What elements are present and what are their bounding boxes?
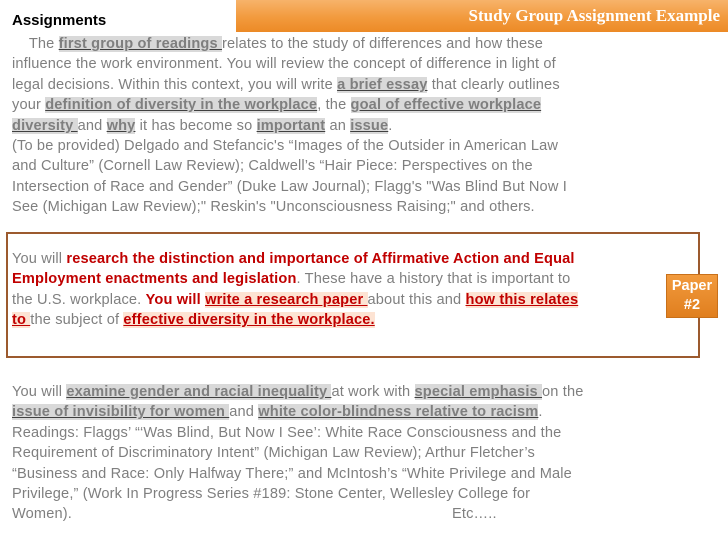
invisibility-for-women: issue of invisibility for women [12, 404, 230, 421]
s2-line-2 [12, 269, 652, 289]
section-first-readings [12, 34, 652, 218]
slide-title: Study Group Assignment Example [468, 6, 720, 25]
title-banner [236, 0, 728, 32]
s1-l5-b: and [77, 117, 107, 134]
s3-line-3: Readings: Flaggs’ “‘Was Blind, But Now I See’: White Race Consciousness and the [12, 424, 562, 441]
s3-line-5: “Business and Race: Only Halfway There;” and McIntosh’s “White Privilege and Male [12, 465, 572, 482]
first-group-of-readings: first group of readings [58, 36, 222, 52]
s1-line-6: (To be provided) Delgado and Stefancic's “Images of the Outsider in American Law [12, 138, 559, 155]
s3-line-7 [12, 504, 652, 524]
s1-l4-c: , the [317, 97, 351, 114]
s1-line-4 [12, 95, 652, 115]
s2-line-3 [12, 290, 652, 310]
s1-line-8: Intersection of Race and Gender” (Duke Law Journal); Flagg's "Was Blind But Now I [12, 178, 567, 195]
s3-l1-e: on the [542, 384, 584, 400]
examine-inequality: examine gender and racial inequality [66, 384, 332, 400]
s2-l1-a: You will [12, 251, 67, 267]
s1-l1-a: The [28, 36, 59, 52]
s3-line-2 [12, 402, 652, 422]
research-distinction: research the distinction and importance of Affirmative Action and Equal [66, 251, 575, 267]
definition-of-diversity: definition of diversity in the workplace [45, 97, 318, 114]
s2-l3-b: You will [145, 291, 206, 308]
s1-line-2: influence the work environment. You will review the concept of difference in light of [12, 56, 556, 73]
s2-line-1 [12, 249, 652, 269]
s3-l1-c: at work with [331, 384, 415, 400]
s1-l4-a: your [12, 97, 46, 114]
section-affirmative-action [12, 249, 652, 331]
why-word: why [106, 117, 136, 134]
badge-line-1: Paper [671, 278, 713, 294]
s1-line-1 [12, 34, 652, 54]
s1-line-3 [12, 75, 652, 95]
s3-l2-d: . [538, 404, 543, 421]
employment-enactments: Employment enactments and legislation [12, 271, 297, 288]
to-word: to [12, 312, 31, 329]
etc-text: Etc….. [452, 506, 497, 523]
s3-line-4: Requirement of Discriminatory Intent” (Michigan Law Review); Arthur Fletcher’s [12, 445, 535, 462]
assignments-label: Assignments [12, 12, 107, 29]
s2-l4-b: the subject of [30, 312, 124, 329]
issue-word: issue [350, 117, 389, 134]
s3-l1-a: You will [12, 384, 67, 400]
s3-line-1 [12, 382, 652, 402]
how-this-relates: how this relates [465, 291, 579, 308]
s3-l2-b: and [229, 404, 259, 421]
s1-line-5 [12, 116, 652, 136]
section-gender-racial [12, 382, 652, 525]
effective-diversity: effective diversity in the workplace. [123, 312, 375, 329]
important-word: important [256, 117, 326, 134]
badge-line-2: #2 [683, 297, 701, 313]
s1-l1-c: relates to the study of differences and how these [221, 36, 544, 52]
s2-l3-d: about this and [367, 291, 466, 308]
special-emphasis: special emphasis [414, 384, 542, 400]
s2-l3-a: the U.S. workplace. [12, 291, 146, 308]
s1-l5-f: an [325, 117, 351, 134]
goal-of-effective-diversity: goal of effective workplace [350, 97, 542, 114]
s1-l5-d: it has become so [135, 117, 257, 134]
s1-l3-a: legal decisions. Within this context, you will write [12, 76, 338, 93]
brief-essay: a brief essay [337, 76, 428, 93]
s2-l2-b: . These have a history that is important to [296, 271, 571, 288]
s3-line-6: Privilege,” (Work In Progress Series #189: Stone Center, Wellesley College for [12, 486, 531, 503]
s2-line-4 [12, 310, 652, 330]
write-research-paper: write a research paper [205, 291, 368, 308]
paper-2-badge [666, 274, 718, 318]
white-color-blindness: white color-blindness relative to racism [258, 404, 539, 421]
s1-line-9: See (Michigan Law Review);" Reskin's "Unconsciousness Raising;" and others. [12, 199, 535, 216]
diversity-word: diversity [12, 117, 78, 134]
s3-l7-a: Women). [12, 506, 72, 523]
s1-line-7: and Culture” (Cornell Law Review); Caldwell’s “Hair Piece: Perspectives on the [12, 158, 533, 175]
s1-l5-h: . [388, 117, 393, 134]
s1-l3-c: that clearly outlines [427, 76, 560, 93]
